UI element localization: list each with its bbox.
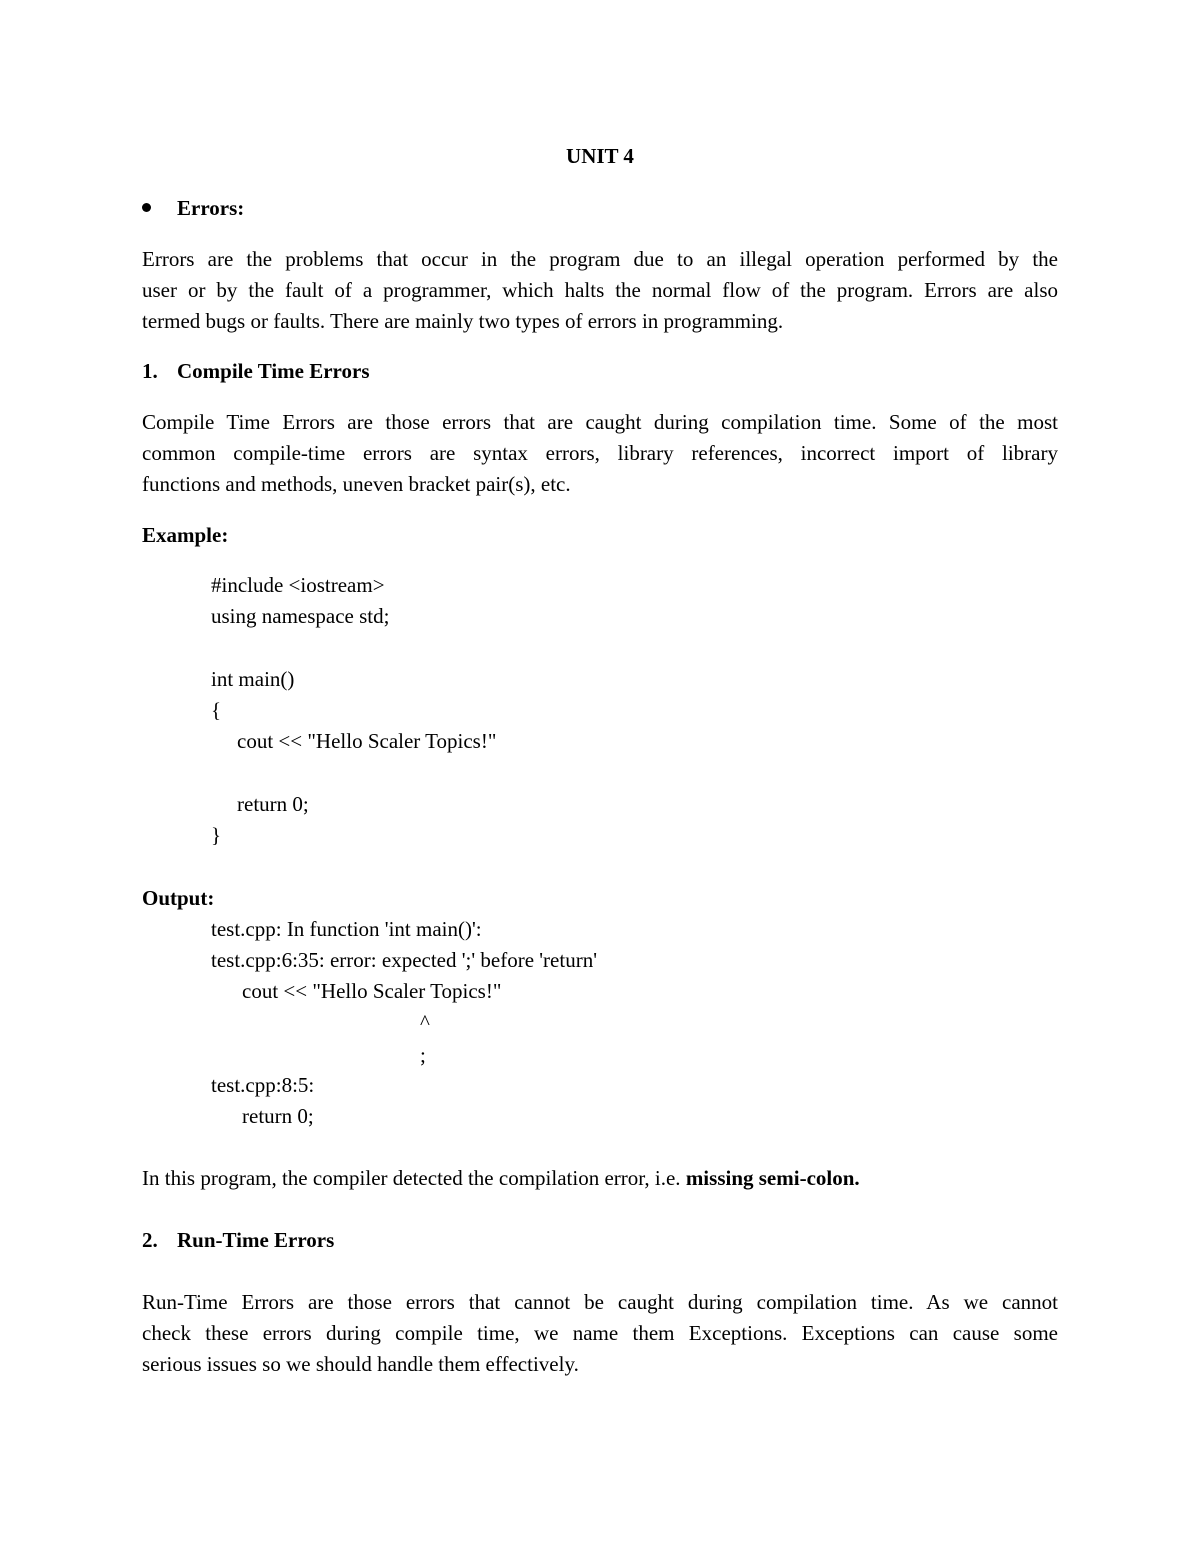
- intro-paragraph: [142, 244, 1058, 337]
- section2-paragraph: [142, 1287, 1058, 1380]
- code-line: }: [211, 823, 222, 847]
- page-title: UNIT 4: [566, 144, 634, 168]
- output-line: test.cpp:8:5:: [211, 1073, 315, 1097]
- code-line: #include <iostream>: [211, 573, 385, 597]
- section1-line: common compile-time errors are syntax errors, library references, incorrect import of library: [142, 441, 1058, 465]
- section2-line: Run-Time Errors are those errors that cannot be caught during compilation time. As we cannot: [142, 1290, 1058, 1314]
- output-line: test.cpp:6:35: error: expected ';' before 'return': [211, 948, 597, 972]
- section2-line: serious issues so we should handle them effectively.: [142, 1352, 579, 1376]
- section2-line: check these errors during compile time, we name them Exceptions. Exceptions can cause some: [142, 1321, 1058, 1345]
- output-label: Output:: [142, 886, 215, 910]
- section1-heading: Compile Time Errors: [177, 359, 370, 383]
- code-line: {: [211, 698, 222, 722]
- output-caret: ^: [420, 1010, 430, 1034]
- section1-number: 1.: [142, 359, 158, 383]
- bullet-icon: [142, 203, 151, 212]
- intro-line: termed bugs or faults. There are mainly two types of errors in programming.: [142, 309, 784, 333]
- code-line: int main(): [211, 667, 295, 691]
- conclusion-emphasis: missing semi-colon.: [685, 1166, 860, 1190]
- section1-line: Compile Time Errors are those errors that are caught during compilation time. Some of the most: [142, 410, 1058, 434]
- output-line: test.cpp: In function 'int main()':: [211, 917, 482, 941]
- code-line: using namespace std;: [211, 604, 390, 628]
- output-line: cout << "Hello Scaler Topics!": [242, 979, 502, 1003]
- output-semicolon: ;: [420, 1043, 426, 1067]
- section1-line: functions and methods, uneven bracket pair(s), etc.: [142, 472, 571, 496]
- section1-paragraph: [142, 407, 1058, 500]
- example-label: Example:: [142, 523, 229, 547]
- section2-heading: Run-Time Errors: [177, 1228, 335, 1252]
- errors-heading: Errors:: [177, 196, 245, 220]
- conclusion-text: In this program, the compiler detected the compilation error, i.e.: [142, 1166, 686, 1190]
- conclusion-sentence: [142, 1163, 860, 1194]
- output-line: return 0;: [242, 1104, 314, 1128]
- intro-line: Errors are the problems that occur in the program due to an illegal operation performed by the: [142, 247, 1058, 271]
- intro-line: user or by the fault of a programmer, which halts the normal flow of the program. Errors are also: [142, 278, 1058, 302]
- section2-number: 2.: [142, 1228, 158, 1252]
- code-line: cout << "Hello Scaler Topics!": [237, 729, 497, 753]
- code-line: return 0;: [237, 792, 309, 816]
